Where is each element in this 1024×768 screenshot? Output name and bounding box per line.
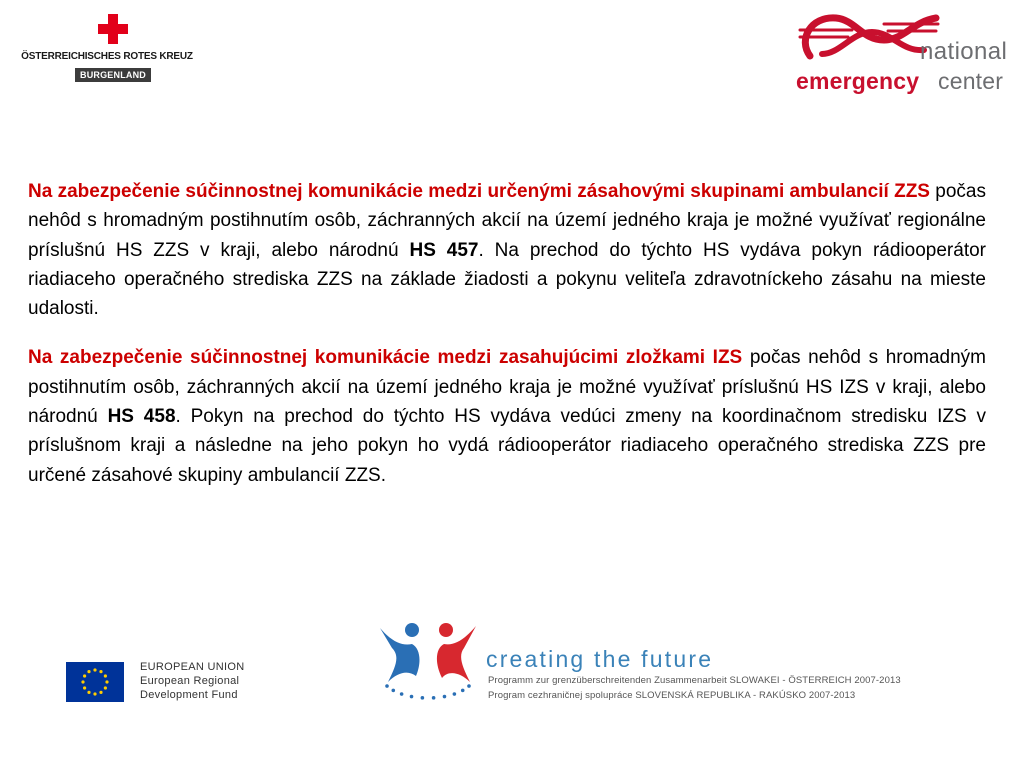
eu-star-icon <box>81 680 84 683</box>
program-star-icon <box>421 696 425 700</box>
eu-line2: European Regional <box>140 675 240 687</box>
national-emergency-center-logo <box>792 8 1018 98</box>
paragraph1-text-b: . Na prechod do týchto HS vydáva pokyn rádiooperátor riadiaceho operačného strediska ZZS na základe žiadosti a pokynu veliteľa zdravotníckeho zásahu na mieste udalosti. <box>28 239 986 320</box>
logo-word-center: center <box>938 68 1004 94</box>
program-star-icon <box>467 684 471 688</box>
eu-star-icon <box>99 670 102 673</box>
eu-star-icon <box>93 668 96 671</box>
program-star-icon <box>443 695 447 699</box>
eu-star-icon <box>104 674 107 677</box>
main-content <box>28 177 986 490</box>
program-star-icon <box>385 684 389 688</box>
austrian-red-cross-logo <box>12 12 202 84</box>
eu-star-icon <box>93 692 96 695</box>
program-star-icon <box>432 696 436 700</box>
eu-star-icon <box>87 670 90 673</box>
eu-line1: EUROPEAN UNION <box>140 661 245 673</box>
program-figures-icon <box>372 618 484 706</box>
program-star-icon <box>400 692 404 696</box>
eu-star-icon <box>99 691 102 694</box>
european-union-logo <box>66 660 266 706</box>
red-cross-region-badge: BURGENLAND <box>75 68 151 82</box>
red-cross-icon <box>98 14 128 44</box>
logo-word-emergency: emergency <box>796 68 920 94</box>
eu-star-icon <box>105 680 108 683</box>
eu-star-icon <box>83 674 86 677</box>
program-star-icon <box>410 695 414 699</box>
creating-the-future-logo <box>372 616 972 716</box>
paragraph2-lead: Na zabezpečenie súčinnostnej komunikácie medzi zasahujúcimi zložkami IZS <box>28 347 743 369</box>
paragraph2-code: HS 458 <box>107 406 176 428</box>
eu-star-icon <box>83 686 86 689</box>
paragraph2-text-b: . Pokyn na prechod do týchto HS vydáva vedúci zmeny na koordinačnom stredisku IZS v príslušnom kraji a následne na jeho pokyn ho vydá rádiooperátor riadiaceho operačného strediska ZZS pre určené zásahové skupiny ambulancií ZZS. <box>28 406 986 486</box>
eu-flag-icon <box>66 662 124 702</box>
red-cross-organization-name: ÖSTERREICHISCHES ROTES KREUZ <box>21 51 193 62</box>
program-star-icon <box>391 689 395 693</box>
eu-star-icon <box>87 691 90 694</box>
eu-fund-text <box>140 660 244 702</box>
paragraph2-text-a: počas nehôd s hromadným postihnutím osôb, záchranných akcií na území jedného kraja je možné využívať príslušnú HS IZS v kraji, alebo národnú <box>28 347 987 428</box>
paragraph-zzs-communication <box>28 177 986 323</box>
eu-star-icon <box>104 686 107 689</box>
logo-word-national: national <box>920 38 1008 65</box>
eu-line3: Development Fund <box>140 689 238 701</box>
paragraph-izs-communication <box>28 343 986 489</box>
program-title: creating the future <box>486 646 714 672</box>
program-star-icon <box>461 689 465 693</box>
paragraph1-code: HS 457 <box>409 239 479 261</box>
program-line-slovak: Program cezhraničnej spolupráce SLOVENSKÁ REPUBLIKA - RAKÚSKO 2007-2013 <box>488 690 856 701</box>
program-line-german: Programm zur grenzüberschreitenden Zusammenarbeit SLOWAKEI - ÖSTERREICH 2007-2013 <box>488 675 901 686</box>
paragraph1-lead: Na zabezpečenie súčinnostnej komunikácie medzi určenými zásahovými skupinami ambulancií ZZS <box>28 181 930 202</box>
paragraph1-text-a: počas nehôd s hromadným postihnutím osôb, záchranných akcií na území jedného kraja je možné využívať regionálne príslušnú HS ZZS v kraji, alebo národnú <box>28 181 986 261</box>
program-star-icon <box>453 692 457 696</box>
